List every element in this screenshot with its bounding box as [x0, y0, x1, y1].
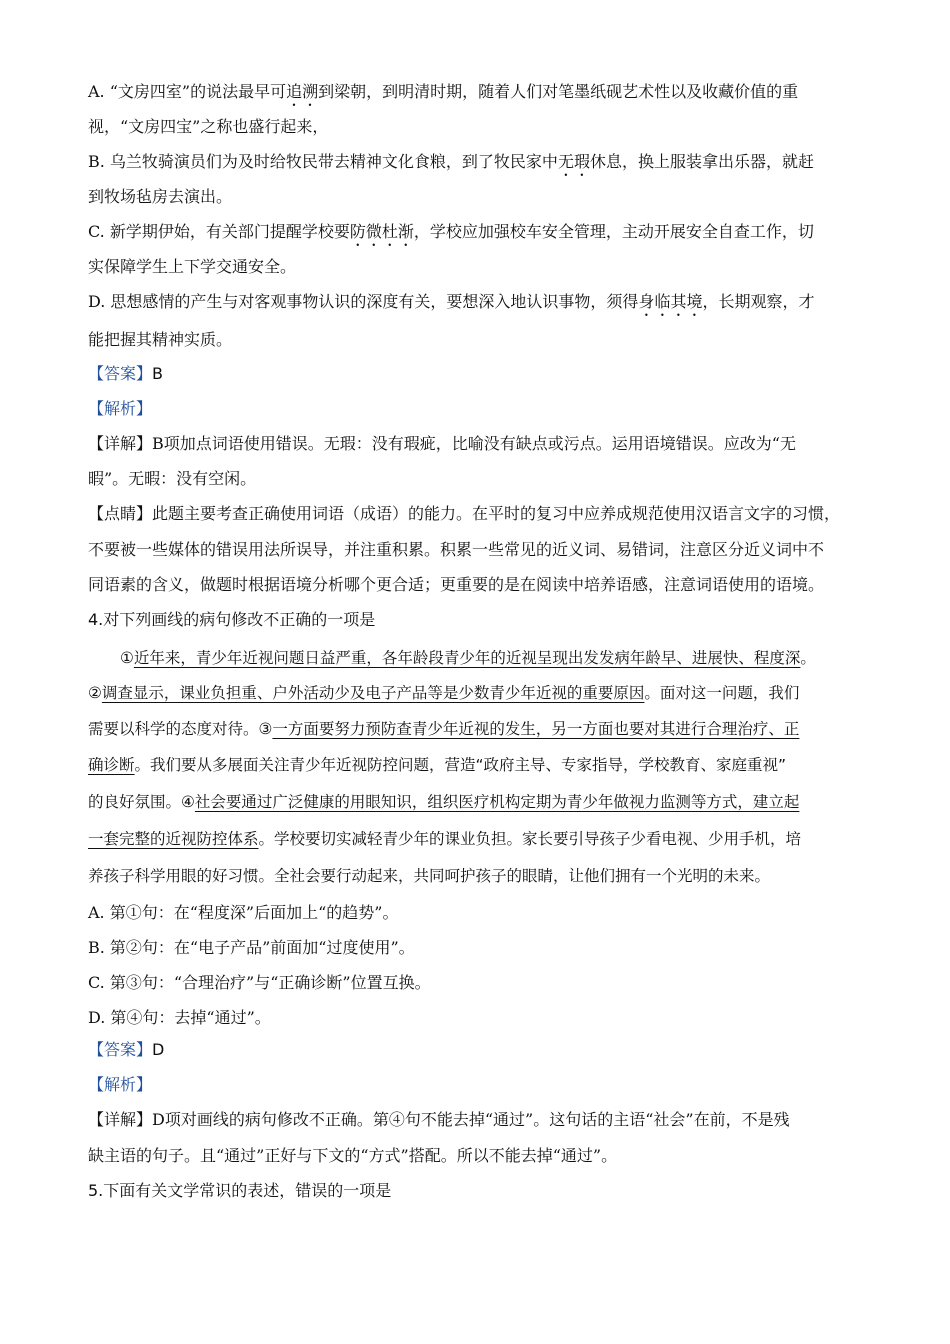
- q4-passage-line-2: [88, 683, 799, 703]
- detail-text: B项加点词语使用错误。无瑕：没有瑕疵，比喻没有缺点或污点。运用语境错误。应改为“无: [152, 434, 796, 453]
- sentence-2-number: ②: [88, 684, 102, 702]
- q3-option-a-cont: 视，“文房四宝”之称也盛行起来，: [88, 117, 329, 136]
- q3-detail: [88, 434, 796, 454]
- passage-text: 。面对这一问题，我们: [644, 684, 800, 702]
- sentence-3-underlined-cont: 确诊断: [88, 756, 135, 774]
- q3-option-a-text: A. “文房四室”的说法最早可: [88, 82, 287, 101]
- passage-text: 。: [800, 649, 816, 667]
- q3-option-a-dotted-word: 追溯: [286, 82, 319, 101]
- sentence-4-underlined-cont: 一套完整的近视防控体系: [88, 830, 259, 848]
- q3-option-c-dotted-word: 防微杜渐: [349, 222, 414, 241]
- answer-tag: 【答案】: [88, 1040, 153, 1059]
- q3-option-d-dotted-word: 身临其境: [638, 292, 703, 311]
- q4-detail-cont: 缺主语的句子。且“通过”正好与下文的“方式”搭配。所以不能去掉“通过”。: [88, 1146, 618, 1165]
- q3-comment-cont-2: 同语素的含义，做题时根据语境分析哪个更合适；更重要的是在阅读中培养语感，注意词语使用的语境。: [88, 575, 825, 594]
- q3-answer: [88, 364, 163, 384]
- q3-detail-cont: 暇”。无暇：没有空闲。: [88, 469, 257, 488]
- q4-passage-line-3: [88, 719, 799, 739]
- q3-option-c: [88, 222, 814, 250]
- comment-text: 此题主要考查正确使用词语（成语）的能力。在平时的复习中应养成规范使用汉语言文字的习惯，: [152, 504, 841, 523]
- sentence-1-underlined: 近年来，青少年近视问题日益严重，各年龄段青少年的近视呈现出发发病年龄早、进展快、程度深: [133, 649, 801, 667]
- q3-option-a-text-2: 到梁朝，到明清时期，随着人们对笔墨纸砚艺术性以及收藏价值的重: [318, 82, 799, 101]
- sentence-1-number: ①: [120, 649, 134, 667]
- q3-option-d: [88, 292, 814, 320]
- q3-option-a: [88, 82, 798, 110]
- q3-option-d-text: D. 思想感情的产生与对客观事物认识的深度有关，要想深入地认识事物，须得: [88, 292, 639, 311]
- q3-option-b-text-2: 休息，换上服装拿出乐器，就赶: [589, 152, 814, 171]
- q3-analysis-tag: 【解析】: [88, 399, 153, 418]
- q3-option-c-text: C. 新学期伊始，有关部门提醒学校要: [88, 222, 350, 241]
- passage-text: 需要以科学的态度对待。③: [88, 720, 273, 738]
- answer-value: B: [152, 364, 163, 383]
- q3-option-c-text-2: ，学校应加强校车安全管理，主动开展安全自查工作，切: [413, 222, 814, 241]
- q4-passage-line-5: [88, 792, 799, 812]
- q3-option-b-cont: 到牧场毡房去演出。: [88, 187, 233, 206]
- q4-passage-line-4: [88, 755, 786, 775]
- q4-option-d: D. 第④句：去掉“通过”。: [88, 1008, 271, 1027]
- passage-text: 的良好氛围。④: [88, 793, 195, 811]
- detail-text: D项对画线的病句修改不正确。第④句不能去掉“通过”。这句话的主语“社会”在前，不是残: [152, 1110, 790, 1129]
- sentence-2-underlined: 调查显示，课业负担重、户外活动少及电子产品等是少数青少年近视的重要原因: [101, 684, 645, 702]
- detail-tag: 【详解】: [88, 434, 153, 453]
- q4-passage-line-6: [88, 829, 801, 849]
- passage-text: 。我们要从多展面关注青少年近视防控问题，营造“政府主导、专家指导，学校教育、家庭重视”: [134, 756, 787, 774]
- q4-option-a: A. 第①句：在“程度深”后面加上“的趋势”。: [88, 903, 399, 922]
- sentence-3-underlined: 一方面要努力预防查青少年近视的发生，另一方面也要对其进行合理治疗、正: [272, 720, 800, 738]
- q3-option-d-cont: 能把握其精神实质。: [88, 330, 233, 349]
- q3-option-b-dotted-word: 无瑕: [557, 152, 590, 171]
- q3-comment-cont-1: 不要被一些媒体的错误用法所误导，并注重积累。积累一些常见的近义词、易错词，注意区分近义词中不: [88, 540, 825, 559]
- detail-tag: 【详解】: [88, 1110, 153, 1129]
- q3-option-c-cont: 实保障学生上下学交通安全。: [88, 257, 297, 276]
- q3-option-b-text: B. 乌兰牧骑演员们为及时给牧民带去精神文化食粮，到了牧民家中: [88, 152, 558, 171]
- q4-option-c: C. 第③句：“合理治疗”与“正确诊断”位置互换。: [88, 973, 431, 992]
- q4-passage-line-1: [120, 648, 816, 668]
- answer-tag: 【答案】: [88, 364, 153, 383]
- q4-title: 4.对下列画线的病句修改不正确的一项是: [88, 610, 376, 629]
- q3-option-b: [88, 152, 814, 180]
- q3-option-d-text-2: ，长期观察，才: [702, 292, 815, 311]
- q3-comment: [88, 504, 840, 524]
- q5-title: 5.下面有关文学常识的表述，错误的一项是: [88, 1181, 392, 1200]
- passage-text: 。学校要切实减轻青少年的课业负担。家长要引导孩子少看电视、少用手机，培: [258, 830, 802, 848]
- q4-answer: [88, 1040, 164, 1060]
- q4-detail: [88, 1110, 790, 1130]
- q4-option-b: B. 第②句：在“电子产品”前面加“过度使用”。: [88, 938, 415, 957]
- q4-analysis-tag: 【解析】: [88, 1075, 153, 1094]
- q4-passage-line-7: 养孩子科学用眼的好习惯。全社会要行动起来，共同呵护孩子的眼睛，让他们拥有一个光明的未来。: [88, 867, 771, 885]
- comment-tag: 【点睛】: [88, 504, 153, 523]
- answer-value: D: [152, 1040, 165, 1059]
- sentence-4-underlined: 社会要通过广泛健康的用眼知识，组织医疗机构定期为青少年做视力监测等方式，建立起: [194, 793, 800, 811]
